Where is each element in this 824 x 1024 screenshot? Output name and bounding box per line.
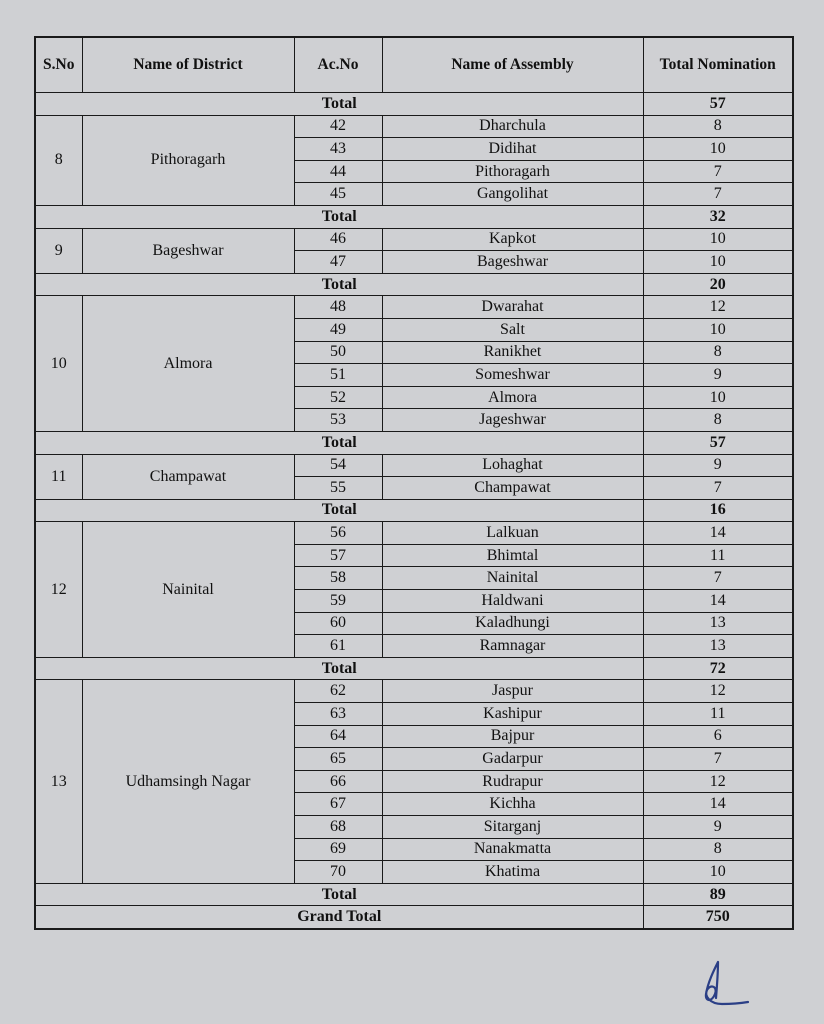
nomination-count: 11 — [643, 544, 793, 567]
assembly-name: Didihat — [382, 138, 643, 161]
district-sno: 8 — [35, 115, 82, 205]
ac-number: 49 — [294, 318, 382, 341]
nomination-count: 7 — [643, 183, 793, 206]
nomination-count: 14 — [643, 793, 793, 816]
header-nomination: Total Nomination — [643, 37, 793, 93]
ac-number: 62 — [294, 680, 382, 703]
assembly-name: Nainital — [382, 567, 643, 590]
ac-number: 70 — [294, 861, 382, 884]
total-label: Total — [35, 657, 643, 680]
total-label: Total — [35, 499, 643, 522]
nomination-count: 8 — [643, 409, 793, 432]
grand-total-label: Grand Total — [35, 906, 643, 929]
assembly-name: Kichha — [382, 793, 643, 816]
nomination-count: 13 — [643, 612, 793, 635]
ac-number: 54 — [294, 454, 382, 477]
nomination-count: 6 — [643, 725, 793, 748]
assembly-name: Jageshwar — [382, 409, 643, 432]
signature-stroke — [706, 962, 748, 1004]
total-value: 20 — [643, 273, 793, 296]
assembly-name: Lohaghat — [382, 454, 643, 477]
nomination-table — [34, 36, 794, 930]
signature-mark — [688, 958, 758, 1014]
nomination-count: 10 — [643, 386, 793, 409]
ac-number: 55 — [294, 477, 382, 500]
table-row — [35, 115, 793, 138]
total-row — [35, 499, 793, 522]
nomination-count: 14 — [643, 522, 793, 545]
total-label: Total — [35, 205, 643, 228]
ac-number: 69 — [294, 838, 382, 861]
header-assembly: Name of Assembly — [382, 37, 643, 93]
ac-number: 68 — [294, 816, 382, 839]
assembly-name: Bajpur — [382, 725, 643, 748]
nomination-count: 10 — [643, 228, 793, 251]
nomination-count: 10 — [643, 138, 793, 161]
ac-number: 44 — [294, 160, 382, 183]
district-name: Champawat — [82, 454, 294, 499]
total-row — [35, 883, 793, 906]
total-value: 72 — [643, 657, 793, 680]
ac-number: 59 — [294, 590, 382, 613]
ac-number: 47 — [294, 251, 382, 274]
assembly-name: Someshwar — [382, 364, 643, 387]
ac-number: 45 — [294, 183, 382, 206]
total-label: Total — [35, 431, 643, 454]
ac-number: 51 — [294, 364, 382, 387]
header-acno: Ac.No — [294, 37, 382, 93]
assembly-name: Kaladhungi — [382, 612, 643, 635]
district-sno: 13 — [35, 680, 82, 883]
table-row — [35, 228, 793, 251]
ac-number: 65 — [294, 748, 382, 771]
total-value: 16 — [643, 499, 793, 522]
nomination-count: 11 — [643, 703, 793, 726]
ac-number: 57 — [294, 544, 382, 567]
assembly-name: Haldwani — [382, 590, 643, 613]
nomination-count: 9 — [643, 816, 793, 839]
assembly-name: Sitarganj — [382, 816, 643, 839]
total-row — [35, 273, 793, 296]
assembly-name: Salt — [382, 318, 643, 341]
district-name: Bageshwar — [82, 228, 294, 273]
nomination-count: 14 — [643, 590, 793, 613]
ac-number: 52 — [294, 386, 382, 409]
nomination-count: 10 — [643, 861, 793, 884]
assembly-name: Kapkot — [382, 228, 643, 251]
assembly-name: Jaspur — [382, 680, 643, 703]
assembly-name: Bhimtal — [382, 544, 643, 567]
assembly-name: Gadarpur — [382, 748, 643, 771]
district-sno: 11 — [35, 454, 82, 499]
grand-total-row — [35, 906, 793, 929]
header-district: Name of District — [82, 37, 294, 93]
table-row — [35, 454, 793, 477]
district-name: Nainital — [82, 522, 294, 658]
table-row — [35, 680, 793, 703]
assembly-name: Champawat — [382, 477, 643, 500]
assembly-name: Dharchula — [382, 115, 643, 138]
ac-number: 61 — [294, 635, 382, 658]
district-sno: 12 — [35, 522, 82, 658]
district-name: Pithoragarh — [82, 115, 294, 205]
district-sno: 9 — [35, 228, 82, 273]
total-value: 32 — [643, 205, 793, 228]
ac-number: 66 — [294, 770, 382, 793]
ac-number: 67 — [294, 793, 382, 816]
nomination-count: 7 — [643, 567, 793, 590]
ac-number: 43 — [294, 138, 382, 161]
nomination-count: 7 — [643, 477, 793, 500]
table-row — [35, 522, 793, 545]
assembly-name: Dwarahat — [382, 296, 643, 319]
nomination-count: 12 — [643, 770, 793, 793]
table-row — [35, 296, 793, 319]
assembly-name: Ranikhet — [382, 341, 643, 364]
grand-total-value: 750 — [643, 906, 793, 929]
nomination-count: 8 — [643, 115, 793, 138]
nomination-count: 10 — [643, 251, 793, 274]
total-label: Total — [35, 883, 643, 906]
nomination-count: 10 — [643, 318, 793, 341]
ac-number: 63 — [294, 703, 382, 726]
ac-number: 46 — [294, 228, 382, 251]
total-row — [35, 657, 793, 680]
assembly-name: Bageshwar — [382, 251, 643, 274]
total-label: Total — [35, 93, 643, 116]
assembly-name: Khatima — [382, 861, 643, 884]
nomination-count: 9 — [643, 364, 793, 387]
total-value: 57 — [643, 431, 793, 454]
total-label: Total — [35, 273, 643, 296]
total-value: 89 — [643, 883, 793, 906]
nomination-count: 7 — [643, 748, 793, 771]
district-sno: 10 — [35, 296, 82, 432]
total-row — [35, 431, 793, 454]
ac-number: 58 — [294, 567, 382, 590]
district-name: Udhamsingh Nagar — [82, 680, 294, 883]
assembly-name: Pithoragarh — [382, 160, 643, 183]
total-value: 57 — [643, 93, 793, 116]
ac-number: 56 — [294, 522, 382, 545]
assembly-name: Almora — [382, 386, 643, 409]
table-body — [35, 93, 793, 929]
ac-number: 64 — [294, 725, 382, 748]
assembly-name: Gangolihat — [382, 183, 643, 206]
nomination-count: 8 — [643, 341, 793, 364]
district-name: Almora — [82, 296, 294, 432]
assembly-name: Ramnagar — [382, 635, 643, 658]
table-header-row — [35, 37, 793, 93]
ac-number: 48 — [294, 296, 382, 319]
ac-number: 60 — [294, 612, 382, 635]
ac-number: 42 — [294, 115, 382, 138]
nomination-count: 12 — [643, 680, 793, 703]
assembly-name: Rudrapur — [382, 770, 643, 793]
total-row — [35, 93, 793, 116]
nomination-count: 9 — [643, 454, 793, 477]
nomination-count: 8 — [643, 838, 793, 861]
header-sno: S.No — [35, 37, 82, 93]
assembly-name: Kashipur — [382, 703, 643, 726]
total-row — [35, 205, 793, 228]
ac-number: 50 — [294, 341, 382, 364]
assembly-name: Nanakmatta — [382, 838, 643, 861]
ac-number: 53 — [294, 409, 382, 432]
assembly-name: Lalkuan — [382, 522, 643, 545]
nomination-count: 7 — [643, 160, 793, 183]
nomination-count: 12 — [643, 296, 793, 319]
nomination-count: 13 — [643, 635, 793, 658]
